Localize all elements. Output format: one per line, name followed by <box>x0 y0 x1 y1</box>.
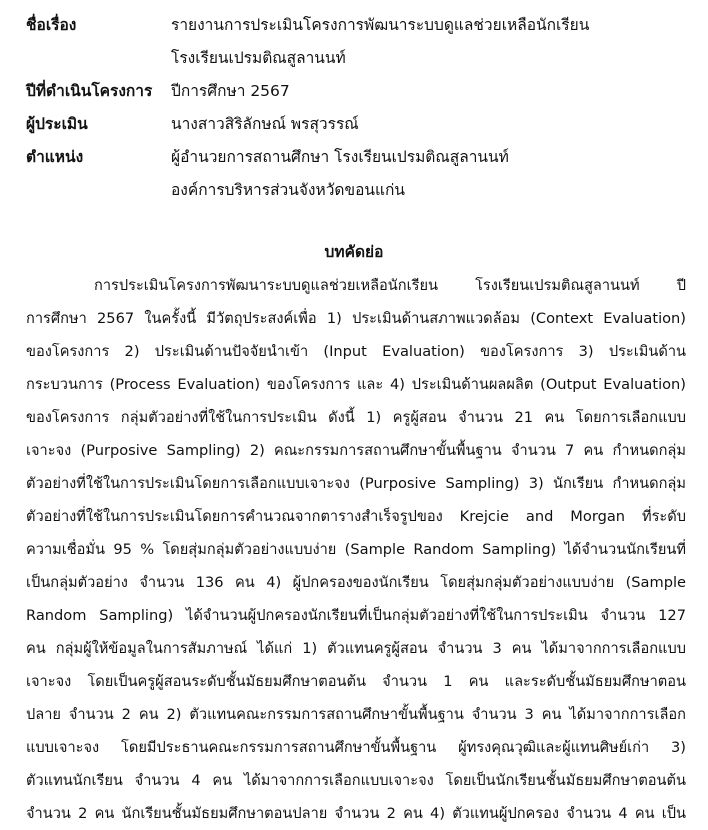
meta-row-title <box>26 9 696 75</box>
meta-label-title: ชื่อเรื่อง <box>26 16 77 34</box>
abstract-line: แบบเจาะจง โดยมีประธานคณะกรรมการสถานศึกษาขั้นพื้นฐาน ผู้ทรงคุณวุฒิและผู้แทนศิษย์เก่า 3) <box>26 739 686 756</box>
abstract-line: คน กลุ่มผู้ให้ข้อมูลในการสัมภาษณ์ ได้แก่ 1) ตัวแทนครูผู้สอน จำนวน 3 คน ได้มาจากการเลือกแบบ <box>26 640 686 657</box>
abstract-line: จำนวน 2 คน นักเรียนชั้นมัธยมศึกษาตอนปลาย จำนวน 2 คน 4) ตัวแทนผู้ปกครอง จำนวน 4 คน เป็น <box>26 805 686 822</box>
abstract-line: เจาะจง โดยเป็นครูผู้สอนระดับชั้นมัธยมศึกษาตอนต้น จำนวน 1 คน และระดับชั้นมัธยมศึกษาตอน <box>26 673 686 690</box>
meta-row-position <box>26 141 696 207</box>
abstract-line: เจาะจง (Purposive Sampling) 2) คณะกรรมการสถานศึกษาขั้นพื้นฐาน จำนวน 7 คน กำหนดกลุ่ม <box>26 442 686 459</box>
abstract-line: Random Sampling) ได้จำนวนผู้ปกครองนักเรียนที่เป็นกลุ่มตัวอย่างที่ใช้ในการประเมิน จำนวน 127 <box>26 607 686 624</box>
meta-label-evaluator: ผู้ประเมิน <box>26 115 88 133</box>
meta-value-position <box>171 141 696 207</box>
abstract-line: ตัวแทนนักเรียน จำนวน 4 คน ได้มาจากการเลือกแบบเจาะจง โดยเป็นนักเรียนชั้นมัธยมศึกษาตอนต้น <box>26 772 686 789</box>
meta-row-year <box>26 75 696 108</box>
meta-value-line: รายงานการประเมินโครงการพัฒนาระบบดูแลช่วยเหลือนักเรียน <box>171 16 590 34</box>
meta-value-line: โรงเรียนเปรมติณสูลานนท์ <box>171 49 346 67</box>
meta-value-year <box>171 75 696 108</box>
abstract-line: ตัวอย่างที่ใช้ในการประเมินโดยการเลือกแบบเจาะจง (Purposive Sampling) 3) นักเรียน กำหนดกลุ่ม <box>26 475 686 492</box>
meta-label-year: ปีที่ดำเนินโครงการ <box>26 82 153 100</box>
abstract-line: กระบวนการ (Process Evaluation) ของโครงการ และ 4) ประเมินด้านผลผลิต (Output Evaluation) <box>26 376 686 393</box>
abstract-line: เป็นกลุ่มตัวอย่าง จำนวน 136 คน 4) ผู้ปกครองของนักเรียน โดยสุ่มกลุ่มตัวอย่างแบบง่าย (Sample <box>26 574 686 591</box>
meta-value-line: นางสาวสิริลักษณ์ พรสุวรรณ์ <box>171 115 359 133</box>
meta-value-evaluator <box>171 108 696 141</box>
abstract-line: การประเมินโครงการพัฒนาระบบดูแลช่วยเหลือนักเรียน โรงเรียนเปรมติณสูลานนท์ ปี <box>94 277 686 294</box>
abstract-line: ความเชื่อมั่น 95 % โดยสุ่มกลุ่มตัวอย่างแบบง่าย (Sample Random Sampling) ได้จำนวนนักเรียนที่ <box>26 541 686 558</box>
document-metadata <box>26 9 696 207</box>
abstract-heading: บทคัดย่อ <box>324 243 384 261</box>
meta-value-line: องค์การบริหารส่วนจังหวัดขอนแก่น <box>171 181 405 199</box>
meta-label-position: ตำแหน่ง <box>26 148 84 166</box>
abstract-line: ปลาย จำนวน 2 คน 2) ตัวแทนคณะกรรมการสถานศึกษาขั้นพื้นฐาน จำนวน 3 คน ได้มาจากการเลือก <box>26 706 686 723</box>
meta-row-evaluator <box>26 108 696 141</box>
abstract-line: การศึกษา 2567 ในครั้งนี้ มีวัตถุประสงค์เพื่อ 1) ประเมินด้านสภาพแวดล้อม (Context Evaluation) <box>26 310 686 327</box>
abstract-line: ตัวอย่างที่ใช้ในการประเมินโดยการคำนวณจากตารางสำเร็จรูปของ Krejcie and Morgan ที่ระดับ <box>26 508 686 525</box>
abstract-line: ของโครงการ กลุ่มตัวอย่างที่ใช้ในการประเมิน ดังนี้ 1) ครูผู้สอน จำนวน 21 คน โดยการเลือกแบบ <box>26 409 686 426</box>
meta-value-line: ปีการศึกษา 2567 <box>171 82 290 100</box>
meta-value-line: ผู้อำนวยการสถานศึกษา โรงเรียนเปรมติณสูลานนท์ <box>171 148 509 166</box>
abstract-line: ของโครงการ 2) ประเมินด้านปัจจัยนำเข้า (Input Evaluation) ของโครงการ 3) ประเมินด้าน <box>26 343 686 360</box>
abstract-body <box>26 269 686 830</box>
meta-value-title <box>171 9 696 75</box>
